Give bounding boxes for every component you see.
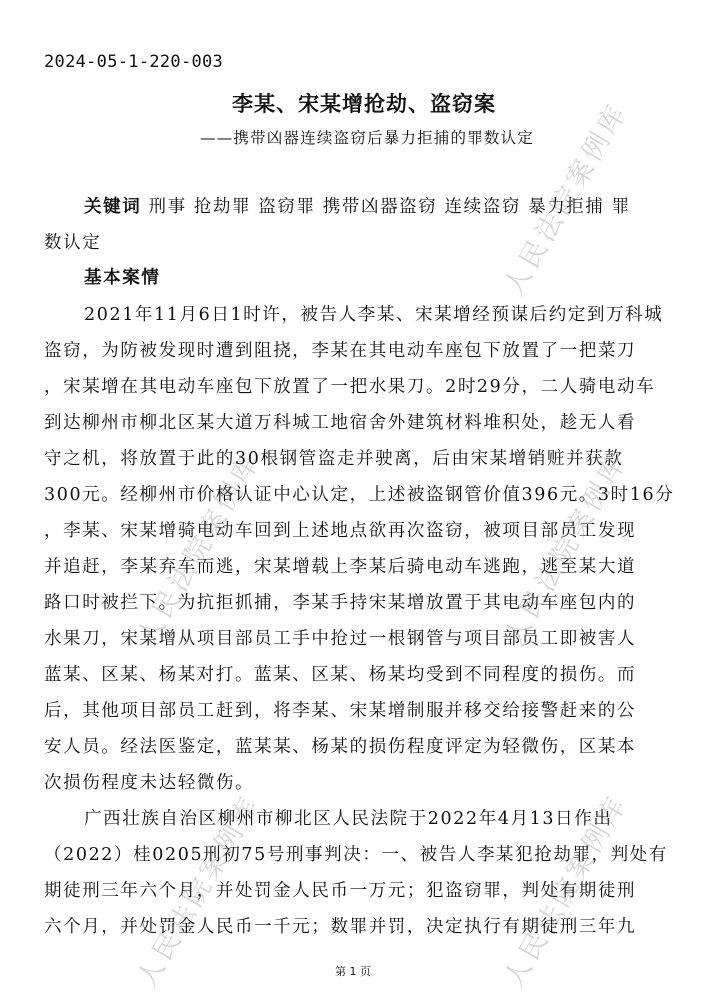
case-subtitle: ——携带凶器连续盗窃后暴力拒捕的罪数认定 [200,129,535,147]
case-title: 李某、宋某增抢劫、盗窃案 [232,91,496,116]
paragraph-line: （2022）桂0205刑初75号刑事判决：一、被告人李某犯抢劫罪，判处有 [44,845,668,865]
watermark: 人民法院案例库 [131,447,267,651]
paragraph-line: 并追赶，李某弃车而逃，宋某增载上李某后骑电动车逃跑，逃至某大道 [44,557,637,577]
keywords-label: 关键词 [84,197,142,217]
case-number: 2024-05-1-220-003 [44,52,224,72]
watermark: 人民法院案例库 [498,789,634,993]
paragraph-line: 期徒刑三年六个月，并处罚金人民币一万元；犯盗窃罪，判处有期徒刑 [44,881,637,901]
watermark: 人民法院案例库 [498,447,634,651]
paragraph-line: 300元。经柳州市价格认证中心认定，上述被盗钢管价值396元。3时16分 [44,485,675,505]
watermark: 人民法院案例库 [498,97,634,301]
keywords-text: 刑事 抢劫罪 盗窃罪 携带凶器盗窃 连续盗窃 暴力拒捕 罪 [148,197,631,217]
paragraph-line: 盗窃，为防被发现时遭到阻挠，李某在其电动车座包下放置了一把菜刀 [44,341,637,361]
keywords-line [84,193,631,218]
paragraph-line: 安人员。经法医鉴定，蓝某某、杨某的损伤程度评定为轻微伤，区某本 [44,737,637,757]
paragraph-line: 2021年11月6日1时许，被告人李某、宋某增经预谋后约定到万科城 [84,305,664,325]
paragraph-line: 后，其他项目部员工赶到，将李某、宋某增制服并移交给接警赶来的公 [44,701,637,721]
paragraph-line: 六个月，并处罚金人民币一千元；数罪并罚，决定执行有期徒刑三年九 [44,917,637,937]
paragraph-line: 广西壮族自治区柳州市柳北区人民法院于2022年4月13日作出 [84,809,613,829]
paragraph-line: ，宋某增在其电动车座包下放置了一把水果刀。2时29分，二人骑电动车 [44,377,656,397]
paragraph-line: 守之机，将放置于此的30根钢管盗走并驶离，后由宋某增销赃并获款 [44,449,624,469]
paragraph-line: 水果刀，宋某增从项目部员工手中抢过一根钢管与项目部员工即被害人 [44,629,637,649]
paragraph-line: 蓝某、区某、杨某对打。蓝某、区某、杨某均受到不同程度的损伤。而 [44,665,637,685]
keywords-continued: 数认定 [44,233,102,253]
paragraph-line: 路口时被拦下。为抗拒抓捕，李某手持宋某增放置于其电动车座包内的 [44,593,637,613]
paragraph-line: ，李某、宋某增骑电动车回到上述地点欲再次盗窃，被项目部员工发现 [44,521,637,541]
paragraph-line: 次损伤程度未达轻微伤。 [44,773,255,793]
section-heading-basic-facts: 基本案情 [84,268,161,288]
watermark: 人民法院案例库 [131,789,267,993]
page-number: 第 1 页 [335,965,371,978]
paragraph-line: 到达柳州市柳北区某大道万科城工地宿舍外建筑材料堆积处，趁无人看 [44,413,637,433]
